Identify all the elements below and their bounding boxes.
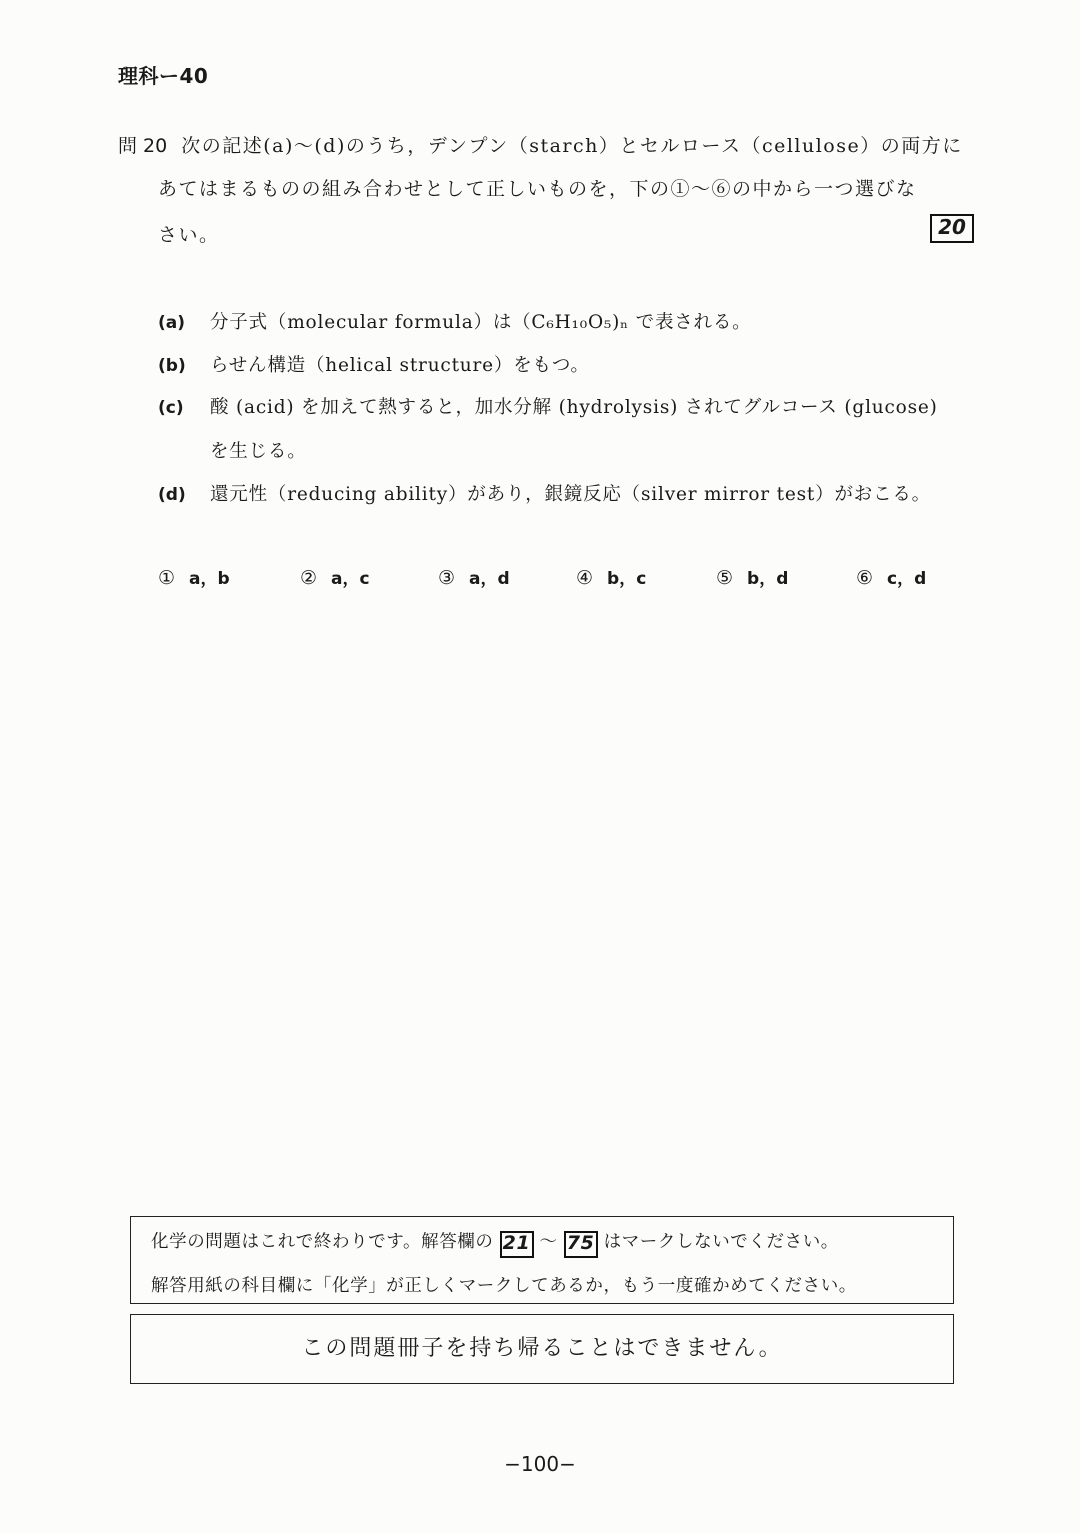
choice-mark: ⑤ [716,567,734,589]
choice-3[interactable] [438,564,510,589]
statement-text: 還元性（reducing ability）があり，銀鏡反応（silver mirror test）がおこる。 [210,484,931,505]
answer-box-20: 20 [930,214,974,243]
statement-text: らせん構造（helical structure）をもつ。 [210,355,590,376]
statement-c-continued: を生じる。 [210,441,307,462]
question-line-3: さい。 [158,224,220,246]
statement-c [158,393,938,419]
choice-value: a，d [469,569,510,589]
choice-mark: ① [158,567,176,589]
notice-text-1b: はマークしないでください。 [603,1232,839,1252]
choice-value: c，d [887,569,927,589]
choice-mark: ③ [438,567,456,589]
notice-text-1a: 化学の問題はこれで終わりです。解答欄の [151,1232,494,1252]
answer-box-21: 21 [500,1231,534,1258]
statement-label: (c) [158,398,184,418]
choice-5[interactable] [716,564,788,589]
statement-text: 酸 (acid) を加えて熱すると，加水分解 (hydrolysis) されてグルコース (glucose) [210,397,938,418]
choice-2[interactable] [300,564,370,589]
notice-line-1 [151,1228,839,1258]
page-number: −100− [504,1452,576,1476]
choice-mark: ④ [576,567,594,589]
question-text-1: 次の記述(a)〜(d)のうち，デンプン（starch）とセルロース（cellulose）の両方に [181,135,963,157]
notice-line-2: 解答用紙の科目欄に「化学」が正しくマークしてあるか，もう一度確かめてください。 [151,1276,857,1296]
statement-label: (d) [158,485,186,505]
question-number: 問 20 [118,135,168,157]
statement-label: (b) [158,356,186,376]
choice-value: b，d [747,569,789,589]
statement-a [158,308,751,334]
choice-value: a，b [189,569,230,589]
question-line-2: あてはまるものの組み合わせとして正しいものを，下の①〜⑥の中から一つ選びな [158,178,917,200]
statement-label: (a) [158,313,186,333]
choice-value: b，c [607,569,647,589]
tilde: 〜 [539,1232,558,1252]
statement-d [158,480,931,506]
choice-mark: ② [300,567,318,589]
question-line-1 [118,131,963,158]
page-header: 理科ー40 [118,64,209,88]
answer-box-75: 75 [564,1231,598,1258]
end-of-section-notice [130,1216,954,1304]
choice-6[interactable] [856,564,926,589]
choice-1[interactable] [158,564,230,589]
statement-text: 分子式（molecular formula）は（C₆H₁₀O₅)ₙ で表される。 [210,312,752,333]
statement-b [158,351,590,377]
choice-value: a，c [331,569,370,589]
choice-mark: ⑥ [856,567,874,589]
choice-4[interactable] [576,564,646,589]
take-home-warning: この問題冊子を持ち帰ることはできません。 [130,1314,954,1384]
